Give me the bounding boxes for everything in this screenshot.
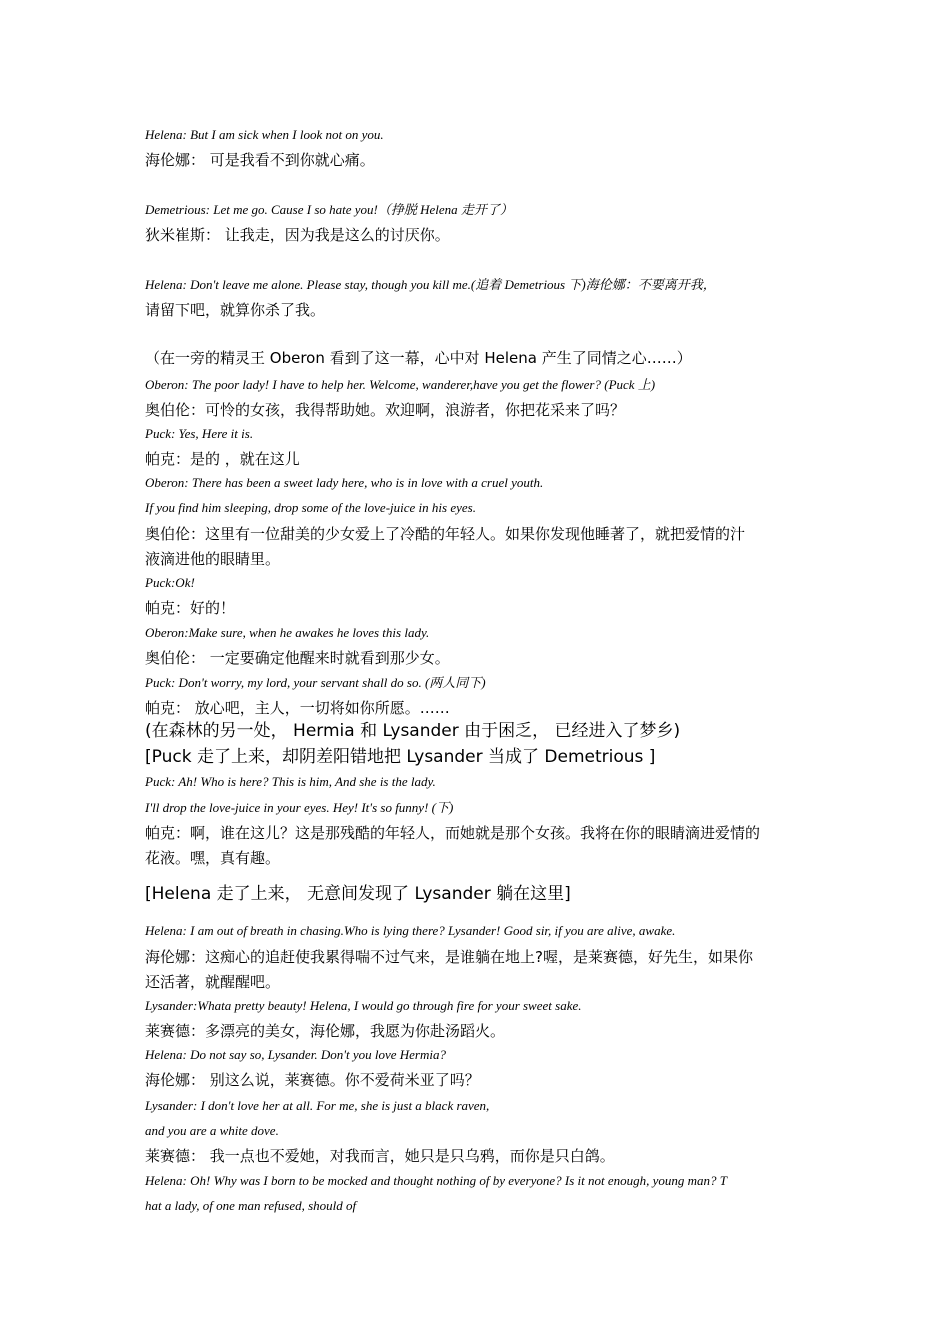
stage-direction: (在森林的另一处， Hermia 和 Lysander 由于困乏， 已经进入了梦乡): [145, 721, 681, 741]
dialogue-line-zh: 帕克：是的 ，就在这儿: [145, 450, 300, 468]
dialogue-line-zh: 帕克： 放心吧，主人，一切将如你所愿。……: [145, 699, 450, 717]
dialogue-line-en: Demetrious: Let me go. Cause I so hate you!（挣脱 Helena 走开了）: [145, 202, 513, 217]
dialogue-line-en: and you are a white dove.: [145, 1123, 279, 1138]
dialogue-line-en: Oberon: There has been a sweet lady here, who is in love with a cruel youth.: [145, 475, 544, 490]
dialogue-line-en: Helena: Do not say so, Lysander. Don't you love Hermia?: [145, 1047, 446, 1062]
dialogue-line-zh: 海伦娜：这痴心的追赶使我累得喘不过气来，是谁躺在地上?喔，是莱赛德，好先生，如果你: [145, 948, 753, 966]
dialogue-line-en: Lysander: I don't love her at all. For me, she is just a black raven,: [145, 1098, 490, 1113]
dialogue-line-en: If you find him sleeping, drop some of the love-juice in his eyes.: [145, 500, 476, 515]
dialogue-line-zh: 还活著，就醒醒吧。: [145, 973, 281, 991]
stage-direction: [Puck 走了上来，却阴差阳错地把 Lysander 当成了 Demetrious ]: [145, 747, 656, 767]
dialogue-line-en: Lysander:Whata pretty beauty! Helena, I would go through fire for your sweet sake.: [145, 998, 582, 1013]
dialogue-line-zh: 奥伯伦： 一定要确定他醒来时就看到那少女。: [145, 649, 450, 667]
dialogue-line-zh: 液滴进他的眼睛里。: [145, 550, 281, 568]
dialogue-line-zh: 莱赛德： 我一点也不爱她，对我而言，她只是只乌鸦，而你是只白鸽。: [145, 1147, 615, 1165]
dialogue-line-en: Oberon:Make sure, when he awakes he loves this lady.: [145, 625, 430, 640]
dialogue-line-en: I'll drop the love-juice in your eyes. Hey! It's so funny! (下): [145, 800, 454, 815]
dialogue-line-en: hat a lady, of one man refused, should of: [145, 1198, 357, 1213]
dialogue-line-zh: 狄米崔斯： 让我走，因为我是这么的讨厌你。: [145, 226, 450, 244]
dialogue-line-zh: 请留下吧，就算你杀了我。: [145, 301, 326, 319]
dialogue-line-en: Puck: Yes, Here it is.: [145, 426, 254, 441]
dialogue-line-en: Puck: Ah! Who is here? This is him, And she is the lady.: [145, 774, 436, 789]
dialogue-line-en: Oberon: The poor lady! I have to help her. Welcome, wanderer,have you get the flower? (Puck 上): [145, 377, 656, 392]
stage-direction: [Helena 走了上来， 无意间发现了 Lysander 躺在这里]: [145, 884, 571, 904]
dialogue-line-zh: 海伦娜： 别这么说，莱赛德。你不爱荷米亚了吗？: [145, 1071, 480, 1089]
dialogue-line-zh: 帕克：好的！: [145, 599, 236, 617]
dialogue-line-zh: 帕克：啊，谁在这儿？这是那残酷的年轻人，而她就是那个女孩。我将在你的眼睛滴进爱情的: [145, 824, 761, 842]
dialogue-line-en: Helena: I am out of breath in chasing.Who is lying there? Lysander! Good sir, if you are alive, awake.: [145, 923, 676, 938]
dialogue-line-en: Helena: But I am sick when I look not on you.: [145, 127, 384, 142]
stage-direction: （在一旁的精灵王 Oberon 看到了这一幕，心中对 Helena 产生了同情之心……）: [145, 349, 692, 367]
dialogue-line-en: Puck:Ok!: [145, 575, 195, 590]
dialogue-line-zh: 奥伯伦：可怜的女孩，我得帮助她。欢迎啊，浪游者，你把花采来了吗？: [145, 401, 626, 419]
dialogue-line-en: Helena: Don't leave me alone. Please stay, though you kill me.(追着 Demetrious 下)海伦娜：不要离开我，: [145, 277, 716, 292]
dialogue-line-en: Puck: Don't worry, my lord, your servant shall do so. (两人同下): [145, 675, 486, 690]
dialogue-line-zh: 莱赛德：多漂亮的美女，海伦娜，我愿为你赴汤蹈火。: [145, 1022, 506, 1040]
dialogue-line-en: Helena: Oh! Why was I born to be mocked and thought nothing of by everyone? Is it not enough, young man? T: [145, 1173, 728, 1188]
dialogue-line-zh: 奥伯伦：这里有一位甜美的少女爱上了冷酷的年轻人。如果你发现他睡著了，就把爱情的汁: [145, 525, 746, 543]
dialogue-line-zh: 海伦娜： 可是我看不到你就心痛。: [145, 151, 375, 169]
dialogue-line-zh: 花液。嘿，真有趣。: [145, 849, 281, 867]
